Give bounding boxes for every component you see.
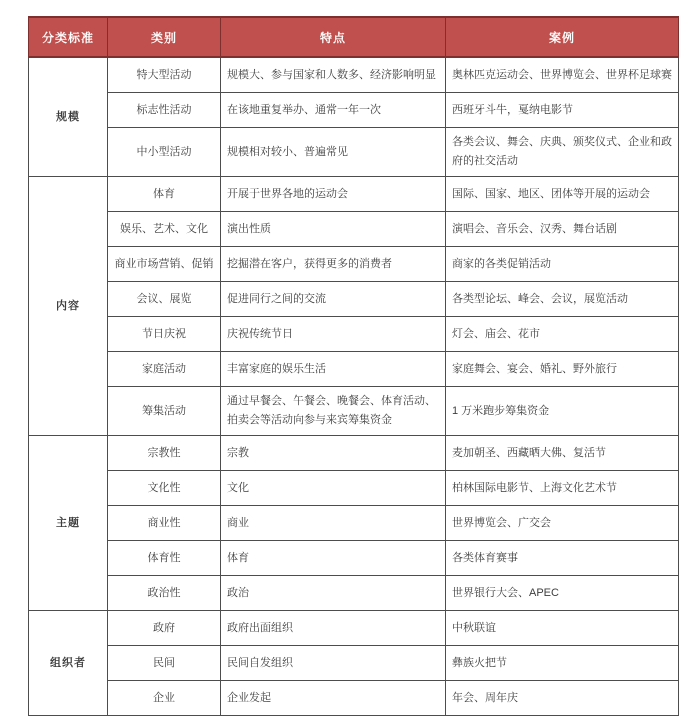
case-cell: 中秋联谊 (446, 611, 679, 646)
case-cell: 灯会、庙会、花市 (446, 317, 679, 352)
category-cell: 宗教性 (108, 436, 221, 471)
case-cell: 国际、国家、地区、团体等开展的运动会 (446, 177, 679, 212)
category-cell: 特大型活动 (108, 57, 221, 93)
case-cell: 各类体育赛事 (446, 541, 679, 576)
feature-cell: 企业发起 (221, 681, 446, 716)
category-cell: 民间 (108, 646, 221, 681)
table-row (29, 212, 679, 247)
feature-cell: 政治 (221, 576, 446, 611)
category-cell: 会议、展览 (108, 282, 221, 317)
table-row (29, 436, 679, 471)
category-cell: 商业性 (108, 506, 221, 541)
table-row (29, 352, 679, 387)
category-cell: 文化性 (108, 471, 221, 506)
group-label: 内容 (29, 177, 108, 436)
table-body (29, 57, 679, 716)
feature-cell: 通过早餐会、午餐会、晚餐会、体育活动、拍卖会等活动向参与来宾筹集资金 (221, 387, 446, 436)
table-row (29, 93, 679, 128)
feature-cell: 宗教 (221, 436, 446, 471)
case-cell: 彝族火把节 (446, 646, 679, 681)
case-cell: 演唱会、音乐会、汉秀、舞台话剧 (446, 212, 679, 247)
category-cell: 标志性活动 (108, 93, 221, 128)
table-row (29, 681, 679, 716)
case-cell: 世界博览会、广交会 (446, 506, 679, 541)
table-row (29, 576, 679, 611)
case-cell: 柏林国际电影节、上海文化艺术节 (446, 471, 679, 506)
event-classification-table (28, 16, 679, 716)
case-cell: 年会、周年庆 (446, 681, 679, 716)
table-row (29, 541, 679, 576)
case-cell: 麦加朝圣、西藏晒大佛、复活节 (446, 436, 679, 471)
table-row (29, 506, 679, 541)
case-cell: 商家的各类促销活动 (446, 247, 679, 282)
header-col-case: 案例 (446, 17, 679, 57)
case-cell: 世界银行大会、APEC (446, 576, 679, 611)
feature-cell: 开展于世界各地的运动会 (221, 177, 446, 212)
table-row (29, 611, 679, 646)
category-cell: 筹集活动 (108, 387, 221, 436)
table-header (29, 17, 679, 57)
case-cell: 各类会议、舞会、庆典、颁奖仪式、企业和政府的社交活动 (446, 128, 679, 177)
group-label: 组织者 (29, 611, 108, 716)
feature-cell: 演出性质 (221, 212, 446, 247)
category-cell: 家庭活动 (108, 352, 221, 387)
table-row (29, 128, 679, 177)
feature-cell: 促进同行之间的交流 (221, 282, 446, 317)
group-label: 规模 (29, 57, 108, 177)
table-row (29, 247, 679, 282)
case-cell: 家庭舞会、宴会、婚礼、野外旅行 (446, 352, 679, 387)
table-row (29, 471, 679, 506)
feature-cell: 庆祝传统节日 (221, 317, 446, 352)
table-row (29, 646, 679, 681)
category-cell: 娱乐、艺术、文化 (108, 212, 221, 247)
table-row (29, 317, 679, 352)
group-label: 主题 (29, 436, 108, 611)
category-cell: 体育 (108, 177, 221, 212)
category-cell: 体育性 (108, 541, 221, 576)
category-cell: 商业市场营销、促销 (108, 247, 221, 282)
case-cell: 奥林匹克运动会、世界博览会、世界杯足球赛 (446, 57, 679, 93)
feature-cell: 在该地重复举办、通常一年一次 (221, 93, 446, 128)
feature-cell: 丰富家庭的娱乐生活 (221, 352, 446, 387)
feature-cell: 规模相对较小、普遍常见 (221, 128, 446, 177)
feature-cell: 体育 (221, 541, 446, 576)
feature-cell: 商业 (221, 506, 446, 541)
header-col-feature: 特点 (221, 17, 446, 57)
case-cell: 1 万米跑步筹集资金 (446, 387, 679, 436)
feature-cell: 民间自发组织 (221, 646, 446, 681)
table-row (29, 282, 679, 317)
category-cell: 政治性 (108, 576, 221, 611)
case-cell: 西班牙斗牛，戛纳电影节 (446, 93, 679, 128)
header-col-classification-standard: 分类标准 (29, 17, 108, 57)
table-row (29, 177, 679, 212)
feature-cell: 文化 (221, 471, 446, 506)
case-cell: 各类型论坛、峰会、会议，展览活动 (446, 282, 679, 317)
category-cell: 中小型活动 (108, 128, 221, 177)
category-cell: 企业 (108, 681, 221, 716)
category-cell: 政府 (108, 611, 221, 646)
table-row (29, 387, 679, 436)
feature-cell: 政府出面组织 (221, 611, 446, 646)
table-row (29, 57, 679, 93)
header-col-category: 类别 (108, 17, 221, 57)
feature-cell: 挖掘潜在客户，获得更多的消费者 (221, 247, 446, 282)
category-cell: 节日庆祝 (108, 317, 221, 352)
header-row (29, 17, 679, 57)
feature-cell: 规模大、参与国家和人数多、经济影响明显 (221, 57, 446, 93)
